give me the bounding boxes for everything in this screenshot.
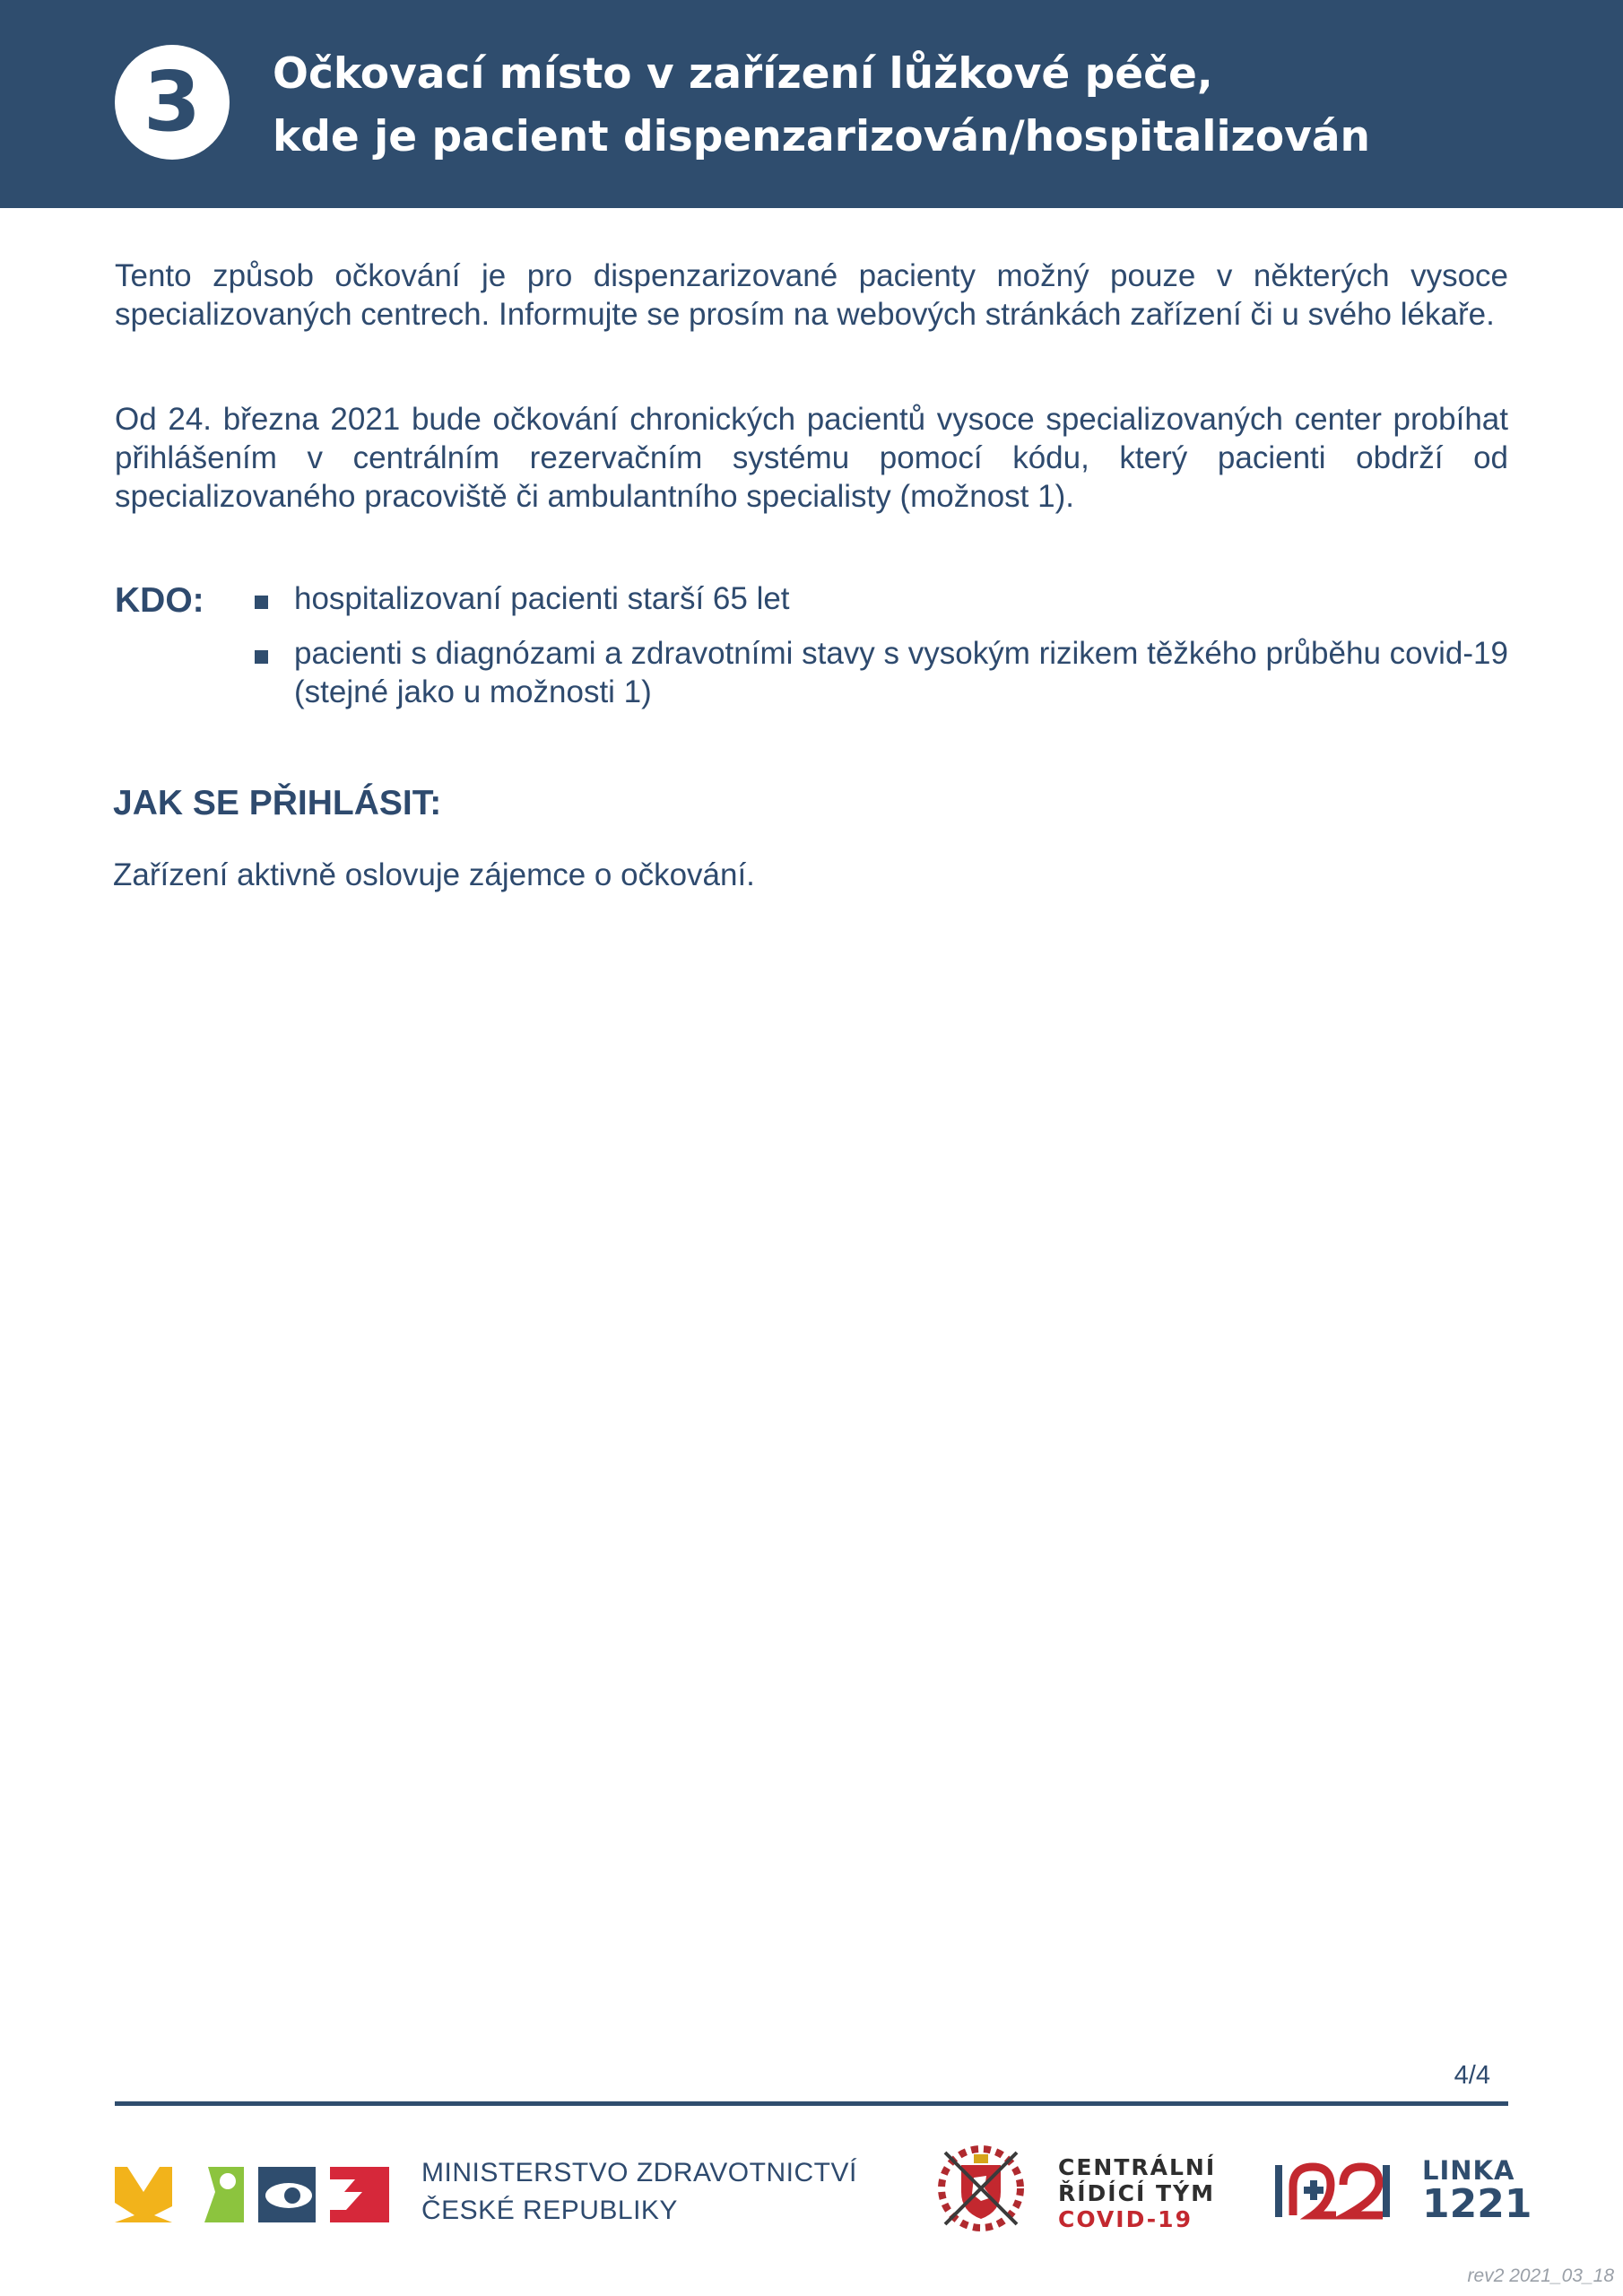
crisis-team-line-3: COVID-19 [1058, 2206, 1193, 2232]
section-number-badge: 3 [115, 45, 230, 160]
intro-paragraph: Tento způsob očkování je pro dispenzarizované pacienty možný pouze v některých vysoce specializovaných centrech. Informujte se prosím na webových stránkách zařízení či u svého lékaře. [115, 258, 1508, 332]
coat-of-arms-icon [927, 2135, 1035, 2242]
bullet-square-icon [255, 650, 268, 664]
page-header [0, 0, 1623, 208]
crisis-team-name [1058, 2154, 1216, 2232]
howto-text: Zařízení aktivně oslovuje zájemce o očkování. [113, 857, 755, 892]
list-item [253, 579, 1508, 618]
bullet-square-icon [255, 596, 268, 609]
linka-name [1422, 2155, 1532, 2227]
page-number: 4/4 [1454, 2061, 1490, 2090]
info-paragraph: Od 24. března 2021 bude očkování chronických pacientů vysoce specializovaných center probíhat přihlášením v centrálním rezervačním systému pomocí kódu, který pacienti obdrží od specializovaného pracoviště či ambulantního specialisty (možnost 1). [115, 402, 1508, 514]
list-item-text: pacienti s diagnózami a zdravotními stavy s vysokým rizikem těžkého průběhu covid-19 (stejné jako u možnosti 1) [294, 636, 1508, 709]
footer [0, 2135, 1623, 2242]
ministry-logo-icon [115, 2161, 389, 2224]
kdo-list [253, 579, 1508, 727]
title-line-1: Očkovací místo v zařízení lůžkové péče, [273, 49, 1213, 99]
linka-number: 1221 [1422, 2181, 1532, 2227]
title-line-2: kde je pacient dispenzarizován/hospitalizován [273, 112, 1371, 161]
ministry-name-line-1: MINISTERSTVO ZDRAVOTNICTVÍ [421, 2158, 857, 2187]
footer-divider [115, 2101, 1508, 2106]
linka-logo-icon [1273, 2160, 1390, 2222]
linka-line-1: LINKA [1422, 2155, 1515, 2186]
ministry-name [421, 2154, 857, 2230]
crisis-team-line-2: ŘÍDÍCÍ TÝM [1058, 2180, 1215, 2206]
revision-label: rev2 2021_03_18 [1467, 2266, 1614, 2286]
list-item-text: hospitalizovaní pacienti starší 65 let [294, 581, 790, 616]
list-item [253, 634, 1508, 711]
howto-heading: JAK SE PŘIHLÁSIT: [113, 784, 442, 822]
crisis-team-line-1: CENTRÁLNÍ [1058, 2154, 1217, 2180]
ministry-name-line-2: ČESKÉ REPUBLIKY [421, 2196, 678, 2225]
page-title [273, 43, 1370, 169]
kdo-label: KDO: [115, 581, 204, 620]
